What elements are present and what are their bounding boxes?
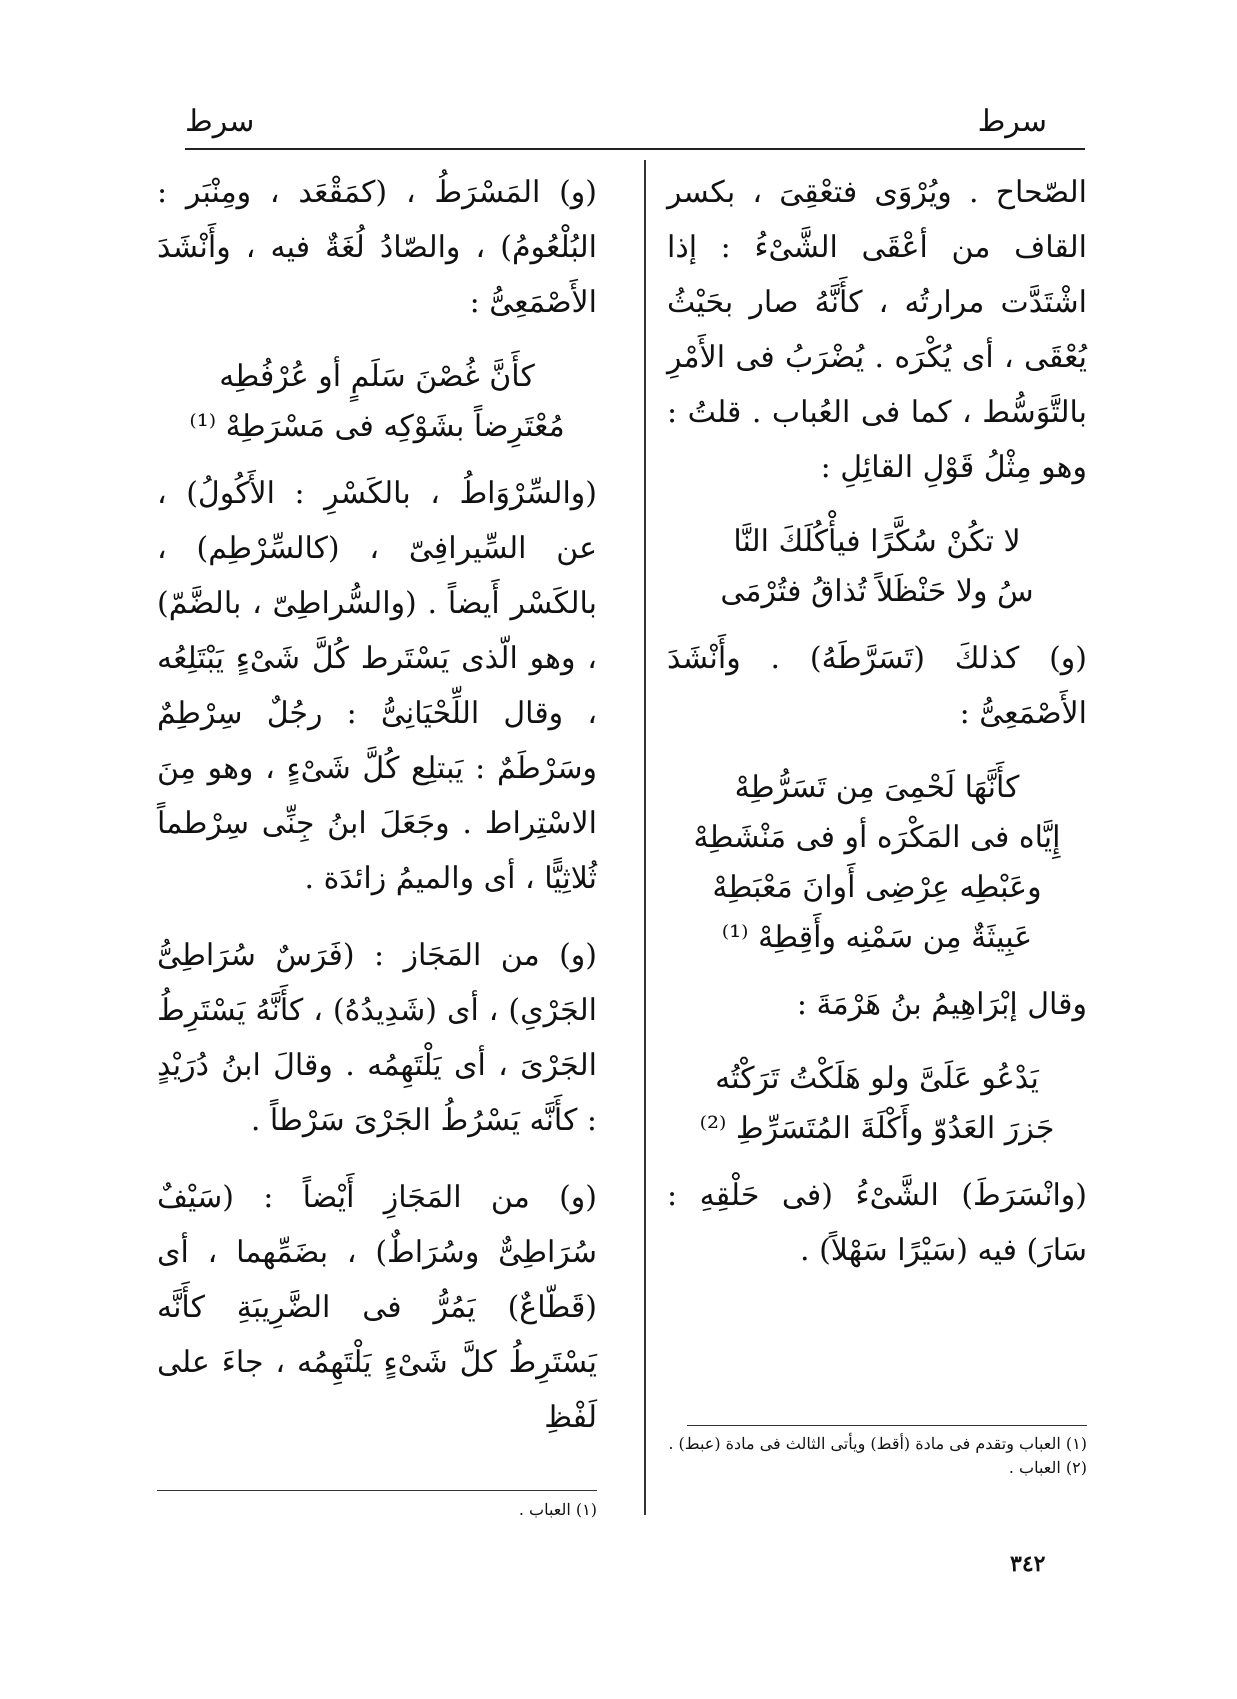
right-paragraph-4: (وانْسَرَطَ) الشَّىْءُ (فى حَلْقِهِ : سَارَ) فيه (سَيْرًا سَهْلاً) . (667, 1178, 1087, 1268)
verse-line: إِيَّاه فى المَكْرَه أو فى مَنْشَطِهْ (693, 820, 1061, 855)
right-verse-2 (667, 763, 1087, 963)
left-paragraph-1: (و) المَسْرَطُ ، (كمَقْعَد ، ومِنْبَر : البُلْعُومُ) ، والصّادُ لُغَةٌ فيه ، وأَنْشَدَ الأَصْمَعِىُّ : (157, 175, 597, 320)
footnote: (١) العباب . (518, 1500, 597, 1519)
verse-line: جَزرَ العَدُوّ وأَكْلَةَ المُتَسَرِّطِ ⁽²⁾ (699, 1111, 1055, 1146)
verse-line: سُ ولا حَنْظَلاً تُذاقُ فتُرْمَى (720, 574, 1034, 609)
footnote: (٢) العباب . (1008, 1458, 1087, 1477)
verse-line: مُعْتَرِضاً بشَوْكِه فى مَسْرَطِهْ ⁽¹⁾ (189, 409, 565, 444)
right-paragraph-1: الصّحاح . ويُرْوَى فتعْقِىَ ، بكسر القاف من أعْقَى الشَّىْءُ : إذا اشْتَدَّت مرارتُه ، كأَنَّهُ صار بحَيْثُ يُعْقَى ، أى يُكْرَه . يُضْرَبُ فى الأَمْرِ بالتَّوَسُّط ، كما فى العُباب . قلتُ : وهو مِثْلُ قَوْلِ القائِلِ : (667, 175, 1087, 485)
left-column (157, 165, 597, 1467)
left-verse-1 (157, 352, 597, 452)
footnote-divider-right (687, 1425, 1087, 1426)
left-paragraph-2: (والسِّرْوَاطُ ، بالكَسْرِ : الأَكُولُ) ، عن السِّيرافِىّ ، (كالسِّرْطِم) ، بالكَسْر أَيضاً . (والسُّراطِىّ ، بالضَّمّ) ، وهو الّذى يَسْتَرط كُلَّ شَىْءٍ يَبْتَلِعُه ، وقال اللِّحْيَانِىُّ : رجُلٌ سِرْطِمٌ وسَرْطَمٌ : يَبتلِع كُلَّ شَىْءٍ ، وهو مِنَ الاسْتِراط . وجَعَلَ ابنُ جِنِّى سِرْطماً ثُلاثِيًّا ، أى والميمُ زائدَة . (157, 476, 597, 896)
left-paragraph-3: (و) من المَجَاز : (فَرَسٌ سُرَاطِىُّ الجَرْىِ) ، أى (شَدِيدُهُ) ، كأَنَّهُ يَسْتَرِطُ الجَرْىَ ، أى يَلْتَهِمُه . وقالَ ابنُ دُرَيْدٍ : كأَنَّه يَسْرُطُ الجَرْىَ سَرْطاً . (157, 938, 597, 1138)
running-header-right: سرط (977, 104, 1047, 139)
verse-line: عَبِيثَةٌ مِن سَمْنِه وأَقِطِهْ ⁽¹⁾ (721, 920, 1033, 955)
verse-line: كأَنَّهَا لَحْمِىَ مِن تَسَرُّطِهْ (734, 770, 1020, 805)
right-paragraph-3: وقال إبْرَاهِيمُ بنُ هَرْمَةَ : (796, 987, 1087, 1022)
footnotes-right (657, 1432, 1087, 1480)
verse-line: كأَنَّ غُصْنَ سَلَمٍ أو عُرْفُطِه (219, 359, 535, 394)
right-paragraph-2: (و) كذلكَ (تَسَرَّطَهُ) . وأَنْشَدَ الأَصْمَعِىُّ : (667, 641, 1087, 731)
footnote: (١) العباب وتقدم فى مادة (أقط) ويأتى الثالث فى مادة (عبط) . (668, 1434, 1087, 1453)
left-paragraph-4: (و) من المَجَازِ أَيْضاً : (سَيْفٌ سُرَاطِىٌّ وسُرَاطٌ) ، بضَمِّهما ، أى (قَطّاعٌ) يَمُرُّ فى الضَّرِيبَةِ كأَنَّه يَسْتَرِطُ كلَّ شَىْءٍ يَلْتَهِمُه ، جاءَ على لَفْظِ (157, 1180, 597, 1435)
right-verse-1 (667, 517, 1087, 617)
column-divider (644, 160, 646, 1515)
footnote-divider-left (157, 1490, 597, 1491)
footnotes-left (157, 1498, 597, 1522)
right-column (667, 165, 1087, 1300)
header-divider (185, 148, 1085, 150)
verse-line: يَدْعُو عَلَىَّ ولو هَلَكْتُ تَرَكْتُه (715, 1061, 1039, 1096)
right-verse-3 (667, 1054, 1087, 1154)
page-number: ٣٤٢ (1010, 1551, 1046, 1577)
running-header-left: سرط (185, 104, 255, 139)
verse-line: وعَبْطِه عِرْضِى أَوانَ مَعْبَطِهْ (712, 870, 1042, 905)
verse-line: لا تكُنْ سُكَّرًا فيأْكُلَكَ النَّا (733, 524, 1021, 559)
